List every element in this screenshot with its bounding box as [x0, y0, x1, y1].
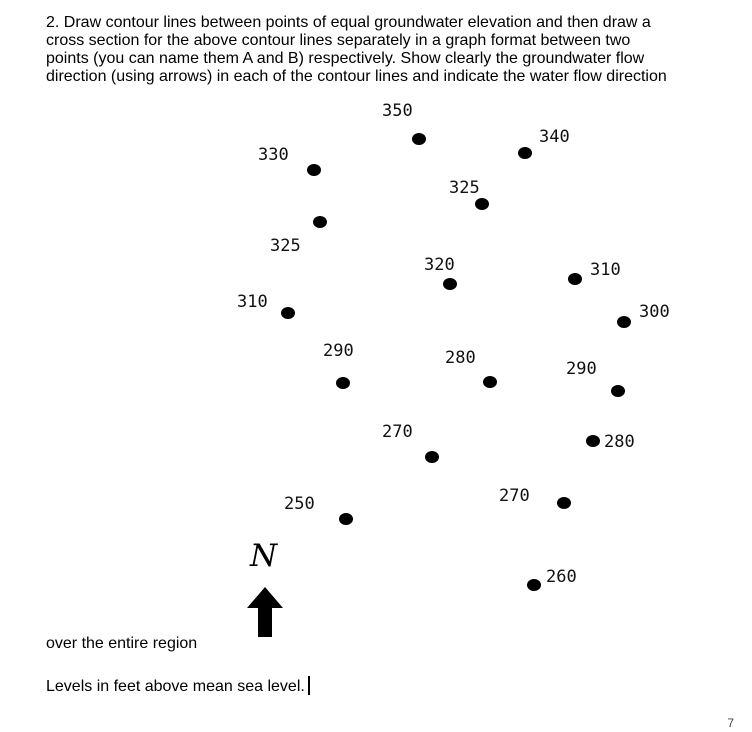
elevation-label: 330: [258, 145, 289, 165]
well-point: [611, 385, 625, 397]
continuation-text: over the entire region: [46, 635, 198, 652]
well-point: [527, 579, 541, 591]
well-point: [568, 273, 582, 285]
question-line: 2. Draw contour lines between points of equal groundwater elevation and then draw a: [46, 14, 651, 31]
well-point: [586, 435, 600, 447]
question-line: points (you can name them A and B) respectively. Show clearly the groundwater flow: [46, 50, 645, 67]
elevation-label: 325: [270, 236, 301, 256]
elevation-label: 320: [424, 255, 455, 275]
elevation-label: 310: [237, 292, 268, 312]
north-label: N: [250, 538, 278, 574]
well-point: [617, 316, 631, 328]
well-point: [475, 198, 489, 210]
well-point: [281, 307, 295, 319]
question-line: direction (using arrows) in each of the contour lines and indicate the water flow direction: [46, 68, 667, 85]
well-point: [339, 513, 353, 525]
north-arrow-icon: [247, 587, 283, 637]
text-cursor: [308, 676, 310, 695]
well-point: [557, 497, 571, 509]
elevation-label: 270: [382, 422, 413, 442]
well-point: [412, 133, 426, 145]
elevation-label: 340: [539, 127, 570, 147]
page-number: 7: [727, 716, 734, 730]
well-point: [443, 278, 457, 290]
question-line: cross section for the above contour lines separately in a graph format between two: [46, 32, 631, 49]
elevation-label: 250: [284, 494, 315, 514]
well-point: [483, 376, 497, 388]
well-point: [518, 147, 532, 159]
elevation-label: 270: [499, 486, 530, 506]
elevation-label: 290: [566, 359, 597, 379]
elevation-label: 300: [639, 302, 670, 322]
units-note: Levels in feet above mean sea level.: [46, 678, 305, 695]
elevation-label: 310: [590, 260, 621, 280]
units-note-line: [46, 676, 310, 696]
elevation-label: 290: [323, 341, 354, 361]
elevation-label: 325: [449, 178, 480, 198]
well-point: [307, 164, 321, 176]
well-point: [425, 451, 439, 463]
elevation-label: 280: [604, 432, 635, 452]
elevation-label: 350: [382, 101, 413, 121]
elevation-label: 280: [445, 348, 476, 368]
well-point: [336, 377, 350, 389]
elevation-label: 260: [546, 567, 577, 587]
well-point: [313, 216, 327, 228]
